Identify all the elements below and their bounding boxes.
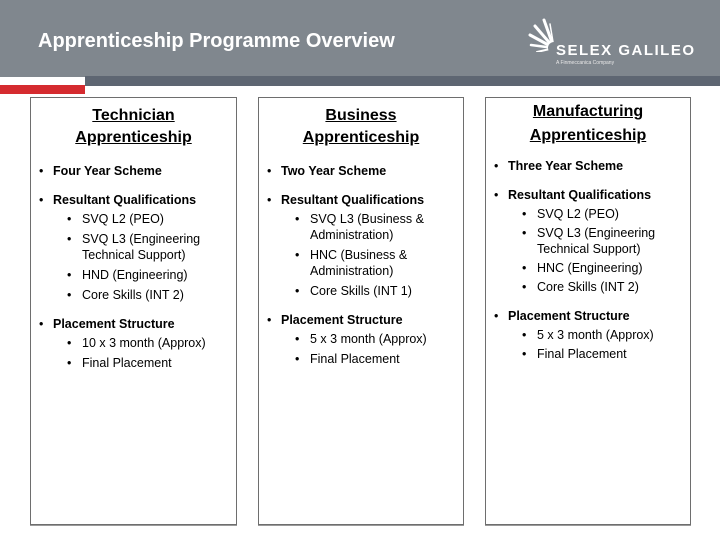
- sub-list-item: • 5 x 3 month (Approx): [522, 327, 690, 343]
- sub-list-item: • HNC (Engineering): [522, 260, 690, 276]
- sub-bullet-list: [281, 211, 463, 299]
- list-item: • Placement Structure • 5 x 3 month (Approx) • Final Placement: [267, 312, 463, 367]
- sub-list-item: • Core Skills (INT 2): [522, 279, 690, 295]
- sunburst-logo-icon: [528, 18, 558, 52]
- bullet-list: [31, 163, 236, 371]
- sub-bullet-list: [281, 331, 463, 367]
- list-item: • Placement Structure • 10 x 3 month (Approx) • Final Placement: [39, 316, 236, 371]
- sub-list-item: • Final Placement: [67, 355, 236, 371]
- sub-list-item: • 5 x 3 month (Approx): [295, 331, 463, 347]
- accent-red-bar: [0, 85, 85, 94]
- sub-bullet-list: [508, 206, 690, 295]
- header-divider-band: [85, 76, 720, 86]
- column-title: Technician Apprenticeship: [75, 107, 192, 146]
- slide-title: Apprenticeship Programme Overview: [38, 30, 395, 52]
- list-item: • Resultant Qualifications • SVQ L2 (PEO) • SVQ L3 (Engineering Technical Support) • HNC (Engineering) • Core Skills (INT 2): [494, 187, 690, 295]
- column-title: Manufacturing Apprenticeship: [529, 103, 647, 144]
- list-item: • Resultant Qualifications • SVQ L2 (PEO) • SVQ L3 (Engineering Technical Support) • HND (Engineering) • Core Skills (INT 2): [39, 192, 236, 303]
- bullet-list: [259, 163, 463, 367]
- technician-apprenticeship-box: [30, 97, 237, 525]
- sub-list-item: • SVQ L3 (Business & Administration): [295, 211, 463, 243]
- sub-list-item: • Core Skills (INT 2): [67, 287, 236, 303]
- sub-list-item: • SVQ L3 (Engineering Technical Support): [522, 225, 690, 257]
- list-item: • Placement Structure • 5 x 3 month (Approx) • Final Placement: [494, 308, 690, 362]
- sub-bullet-list: [53, 211, 236, 303]
- company-logo: [528, 18, 718, 68]
- sub-list-item: • SVQ L2 (PEO): [522, 206, 690, 222]
- sub-list-item: • Final Placement: [295, 351, 463, 367]
- sub-list-item: • SVQ L3 (Engineering Technical Support): [67, 231, 236, 263]
- manufacturing-apprenticeship-box: [485, 97, 691, 525]
- sub-list-item: • HND (Engineering): [67, 267, 236, 283]
- sub-list-item: • Final Placement: [522, 346, 690, 362]
- list-item: • Four Year Scheme: [39, 163, 236, 179]
- business-apprenticeship-box: [258, 97, 464, 525]
- logo-wordmark: SELEX GALILEO: [556, 42, 696, 59]
- sub-list-item: • SVQ L2 (PEO): [67, 211, 236, 227]
- sub-list-item: • 10 x 3 month (Approx): [67, 335, 236, 351]
- sub-list-item: • Core Skills (INT 1): [295, 283, 463, 299]
- sub-bullet-list: [53, 335, 236, 371]
- list-item: • Resultant Qualifications • SVQ L3 (Business & Administration) • HNC (Business & Administration) • Core Skills (INT 1): [267, 192, 463, 299]
- column-title: Business Apprenticeship: [302, 107, 420, 146]
- bullet-list: [486, 158, 690, 362]
- list-item: • Three Year Scheme: [494, 158, 690, 174]
- sub-bullet-list: [508, 327, 690, 362]
- logo-tagline: A Finmeccanica Company: [556, 60, 615, 66]
- sub-list-item: • HNC (Business & Administration): [295, 247, 463, 279]
- list-item: • Two Year Scheme: [267, 163, 463, 179]
